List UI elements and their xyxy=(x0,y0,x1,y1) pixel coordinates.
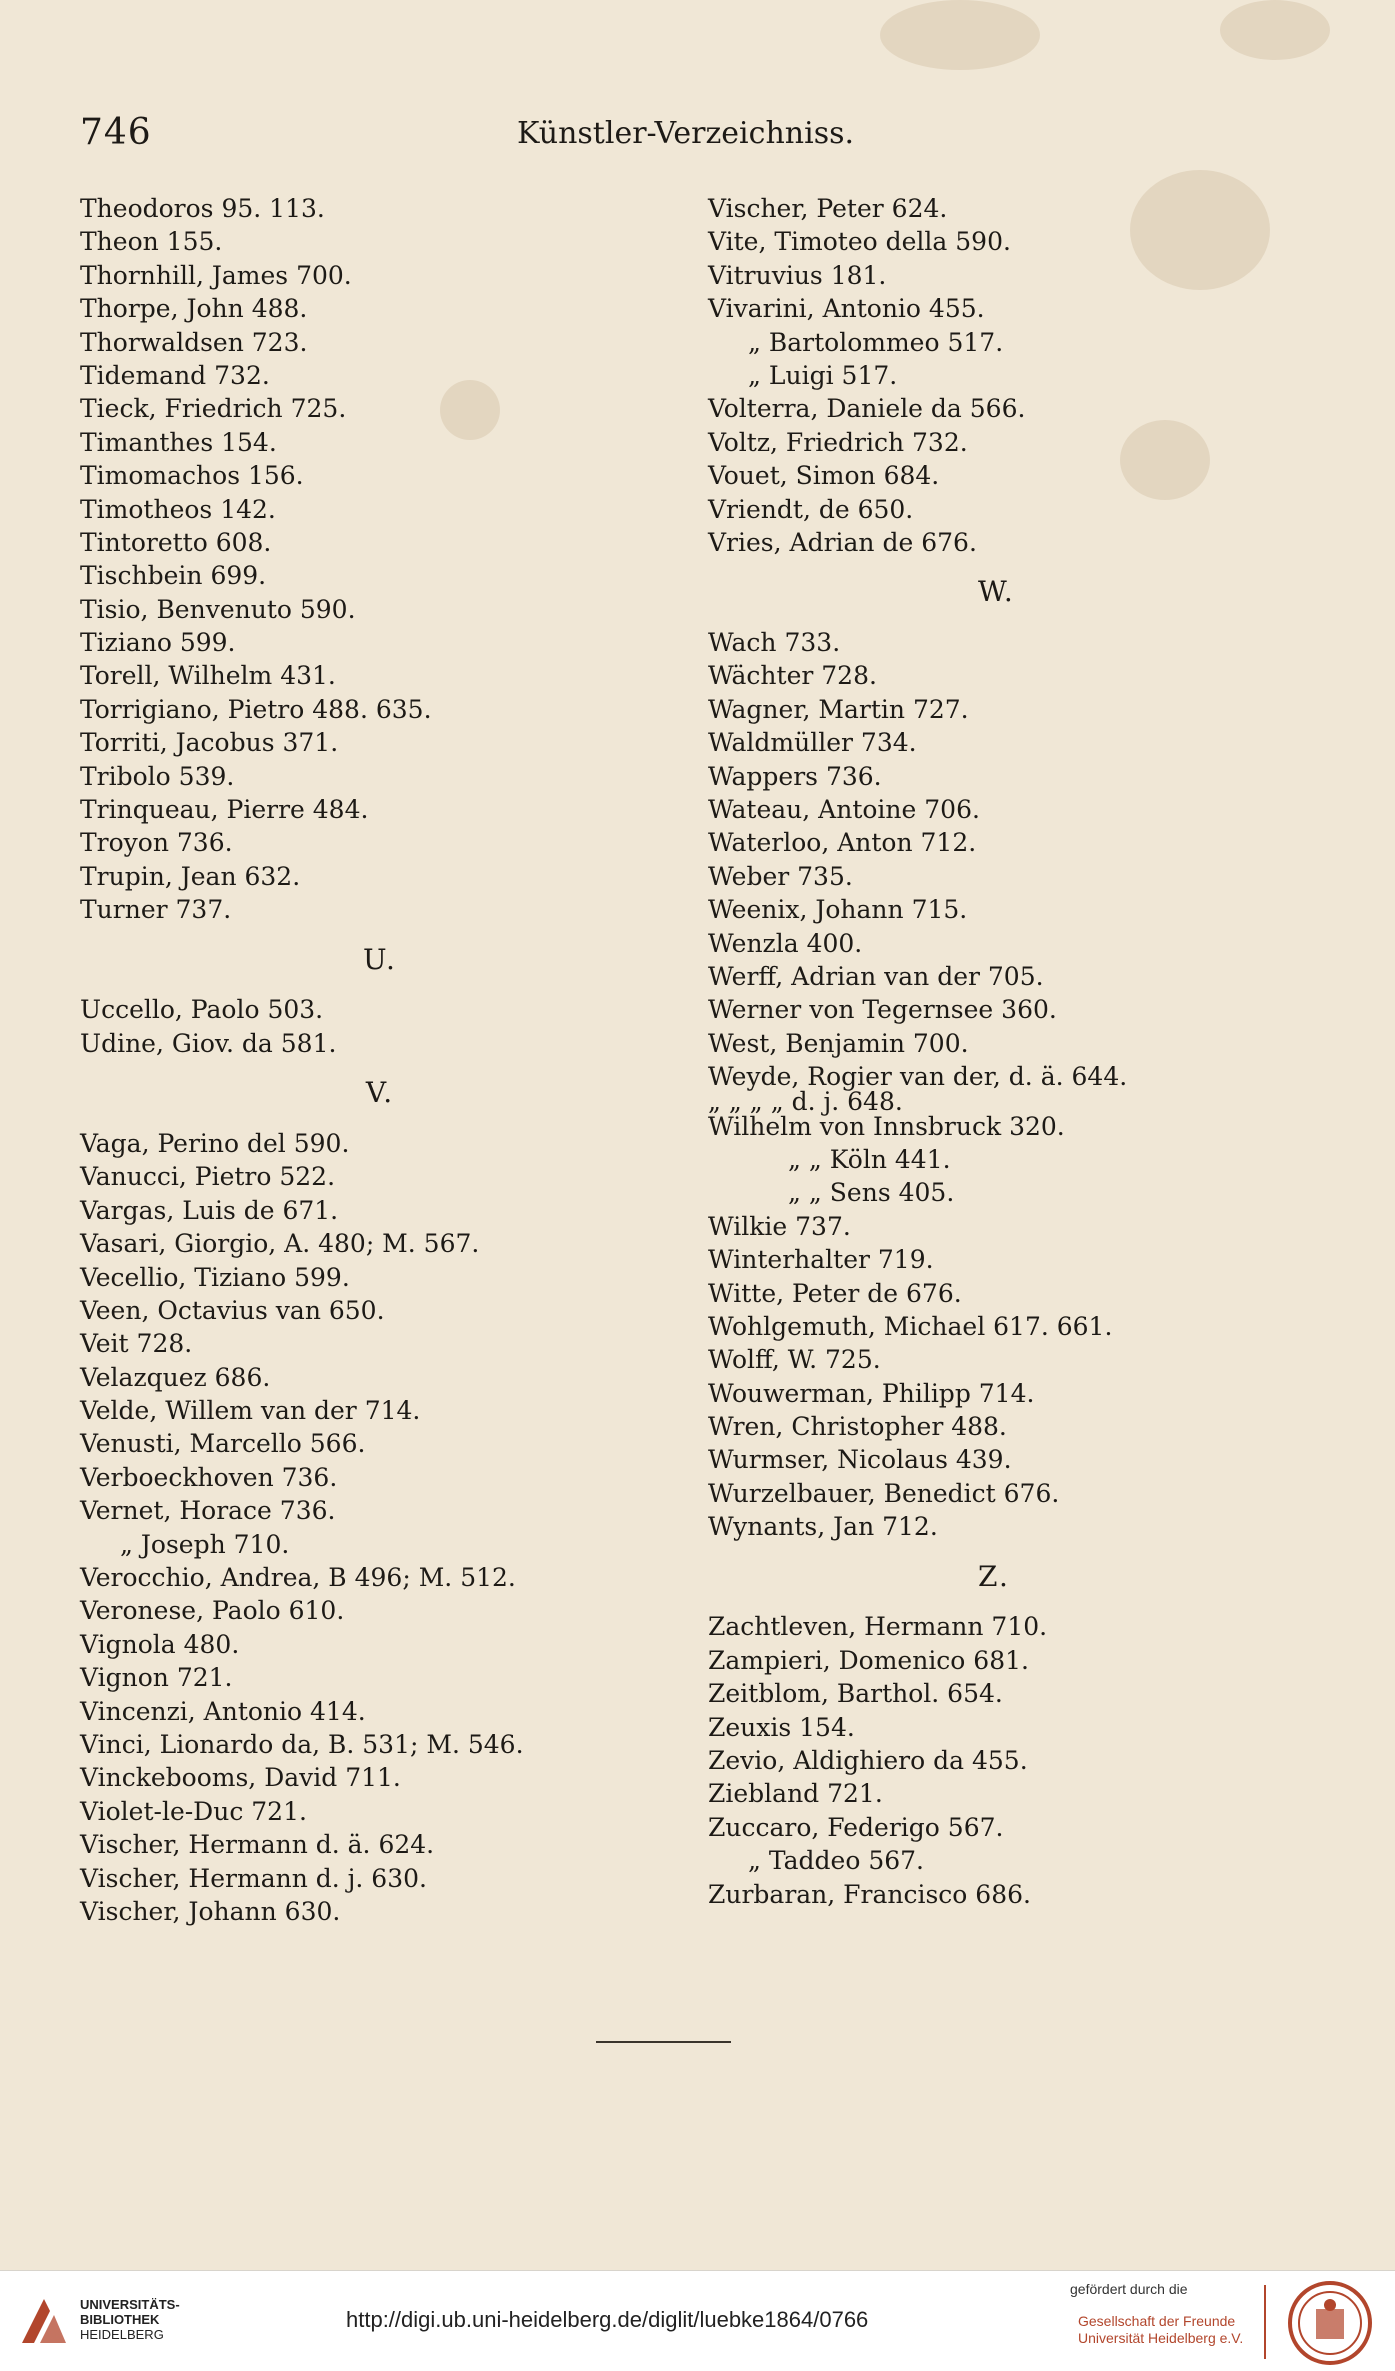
letter-heading: W. xyxy=(978,575,1015,609)
index-entry: Vignon 721. xyxy=(80,1663,233,1693)
page-number: 746 xyxy=(80,112,152,153)
index-entry: Tieck, Friedrich 725. xyxy=(80,394,347,424)
index-entry: Zurbaran, Francisco 686. xyxy=(708,1879,1031,1909)
index-entry: Weyde, Rogier van der, d. ä. 644. xyxy=(708,1062,1128,1092)
index-entry: Vanucci, Pietro 522. xyxy=(80,1162,336,1192)
footer-divider xyxy=(1264,2285,1266,2359)
index-column-left xyxy=(80,192,680,1928)
index-entry: Vasari, Giorgio, A. 480; M. 567. xyxy=(80,1229,480,1259)
index-entry: Veen, Octavius van 650. xyxy=(80,1295,385,1325)
index-entry: Vincenzi, Antonio 414. xyxy=(80,1696,366,1726)
index-entry: Turner 737. xyxy=(80,895,232,925)
index-entry: Vischer, Hermann d. j. 630. xyxy=(80,1863,427,1893)
index-entry: Wappers 736. xyxy=(708,761,882,791)
index-entry: Witte, Peter de 676. xyxy=(708,1278,962,1308)
index-entry: Veit 728. xyxy=(80,1329,193,1359)
index-entry: Vaga, Perino del 590. xyxy=(80,1128,350,1158)
index-entry: Wolff, W. 725. xyxy=(708,1345,881,1375)
index-entry: Uccello, Paolo 503. xyxy=(80,995,324,1025)
sponsor-label: gefördert durch die xyxy=(1070,2281,1188,2297)
paper-stain xyxy=(1220,0,1330,60)
index-entry: „ Bartolommeo 517. xyxy=(748,327,1004,357)
index-entry: Tisio, Benvenuto 590. xyxy=(80,594,356,624)
index-entry: Zeuxis 154. xyxy=(708,1712,855,1742)
index-entry: Theodoros 95. 113. xyxy=(80,194,325,223)
index-entry: Vischer, Peter 624. xyxy=(708,194,948,223)
index-entry: Timanthes 154. xyxy=(80,427,277,457)
index-entry: Waldmüller 734. xyxy=(708,728,917,758)
digitization-footer xyxy=(0,2270,1395,2371)
index-entry: Tischbein 699. xyxy=(80,561,267,591)
index-entry: Vriendt, de 650. xyxy=(708,494,914,524)
index-entry: Waterloo, Anton 712. xyxy=(708,828,977,858)
index-entry: Zampieri, Domenico 681. xyxy=(708,1645,1029,1675)
index-entry: Wurzelbauer, Benedict 676. xyxy=(708,1478,1060,1508)
index-entry: Trinqueau, Pierre 484. xyxy=(80,795,369,825)
index-entry: Weenix, Johann 715. xyxy=(708,895,968,925)
index-entry: „ Luigi 517. xyxy=(748,360,898,390)
index-entry: Vernet, Horace 736. xyxy=(80,1496,336,1526)
index-entry: Wilkie 737. xyxy=(708,1211,851,1241)
index-entry: Vecellio, Tiziano 599. xyxy=(80,1262,350,1292)
index-entry: Torell, Wilhelm 431. xyxy=(80,661,336,691)
index-entry: Voltz, Friedrich 732. xyxy=(708,427,968,457)
index-entry: Violet-le-Duc 721. xyxy=(80,1796,307,1826)
index-entry: „ Joseph 710. xyxy=(120,1529,290,1559)
index-entry: Theon 155. xyxy=(80,227,223,257)
index-entry: Werff, Adrian van der 705. xyxy=(708,962,1044,991)
index-entry: Ziebland 721. xyxy=(708,1779,883,1809)
index-entry: Vignola 480. xyxy=(80,1629,240,1659)
index-entry: Vries, Adrian de 676. xyxy=(708,527,977,557)
index-entry: Vivarini, Antonio 455. xyxy=(708,294,985,324)
index-entry: Vouet, Simon 684. xyxy=(708,461,940,491)
sponsor-name[interactable]: Gesellschaft der Freunde Universität Heidelberg e.V. xyxy=(1078,2313,1244,2346)
index-entry: Weber 735. xyxy=(708,861,853,891)
permalink-url[interactable]: http://digi.ub.uni-heidelberg.de/diglit/luebke1864/0766 xyxy=(346,2307,869,2332)
index-entry: Vinckebooms, David 711. xyxy=(80,1763,401,1793)
index-entry: Troyon 736. xyxy=(80,828,233,858)
index-entry: „ „ Köln 441. xyxy=(788,1144,951,1174)
letter-heading: V. xyxy=(365,1076,395,1110)
end-rule xyxy=(596,2041,731,2043)
index-entry: Tintoretto 608. xyxy=(80,527,272,557)
index-entry: Veronese, Paolo 610. xyxy=(80,1596,345,1626)
index-entry: Zevio, Aldighiero da 455. xyxy=(708,1746,1028,1775)
index-entry: Trupin, Jean 632. xyxy=(80,861,301,891)
index-entry: Zachtleven, Hermann 710. xyxy=(708,1612,1048,1642)
library-name: UNIVERSITÄTS- BIBLIOTHEK HEIDELBERG xyxy=(80,2297,180,2342)
running-title: Künstler-Verzeichniss. xyxy=(517,116,855,151)
page-header xyxy=(80,112,1315,162)
index-entry: Wächter 728. xyxy=(708,661,877,691)
index-entry: „ „ „ „ d. j. 648. xyxy=(708,1086,903,1116)
letter-heading: U. xyxy=(363,942,397,976)
index-entry: Wateau, Antoine 706. xyxy=(708,795,980,825)
index-entry: Wach 733. xyxy=(708,628,841,658)
index-entry: Wagner, Martin 727. xyxy=(708,694,969,724)
index-entry: Torriti, Jacobus 371. xyxy=(80,728,339,758)
index-entry: Winterhalter 719. xyxy=(708,1245,934,1275)
index-entry: Timotheos 142. xyxy=(80,494,276,524)
index-entry: Thorpe, John 488. xyxy=(80,294,308,324)
index-entry: West, Benjamin 700. xyxy=(708,1028,969,1058)
index-entry: „ Taddeo 567. xyxy=(748,1846,925,1876)
index-entry: Vitruvius 181. xyxy=(708,260,887,290)
index-column-right xyxy=(708,192,1308,1911)
index-entry: Vinci, Lionardo da, B. 531; M. 546. xyxy=(80,1730,524,1759)
index-entry: Wynants, Jan 712. xyxy=(708,1512,938,1542)
index-entry: Thorwaldsen 723. xyxy=(80,327,308,357)
index-entry: Wohlgemuth, Michael 617. 661. xyxy=(708,1311,1113,1341)
index-entry: Volterra, Daniele da 566. xyxy=(708,394,1026,424)
index-entry: Udine, Giov. da 581. xyxy=(80,1028,337,1058)
university-library-logo-icon xyxy=(14,2291,74,2351)
index-entry: Werner von Tegernsee 360. xyxy=(708,995,1057,1025)
index-entry: Tribolo 539. xyxy=(80,761,235,791)
index-entry: Tiziano 599. xyxy=(80,628,236,658)
index-entry: Wren, Christopher 488. xyxy=(708,1412,1007,1442)
index-entry: „ „ Sens 405. xyxy=(788,1178,955,1208)
index-entry: Zuccaro, Federigo 567. xyxy=(708,1812,1004,1842)
index-entry: Zeitblom, Barthol. 654. xyxy=(708,1679,1003,1709)
paper-stain xyxy=(880,0,1040,70)
index-entry: Venusti, Marcello 566. xyxy=(80,1429,366,1459)
index-entry: Wilhelm von Innsbruck 320. xyxy=(708,1111,1065,1141)
index-entry: Vischer, Johann 630. xyxy=(80,1896,341,1926)
index-entry: Timomachos 156. xyxy=(80,461,304,491)
index-entry: Wouwerman, Philipp 714. xyxy=(708,1378,1035,1408)
index-entry: Verocchio, Andrea, B 496; M. 512. xyxy=(80,1563,516,1593)
index-entry: Velde, Willem van der 714. xyxy=(80,1396,421,1426)
index-entry: Vischer, Hermann d. ä. 624. xyxy=(80,1830,435,1860)
index-entry: Tidemand 732. xyxy=(80,360,270,390)
index-entry: Wurmser, Nicolaus 439. xyxy=(708,1445,1012,1475)
index-entry: Verboeckhoven 736. xyxy=(80,1462,338,1492)
university-seal-icon xyxy=(1286,2279,1374,2367)
index-entry: Thornhill, James 700. xyxy=(80,260,352,290)
index-entry: Wenzla 400. xyxy=(708,928,863,958)
index-entry: Velazquez 686. xyxy=(80,1362,271,1392)
index-entry: Vargas, Luis de 671. xyxy=(80,1195,339,1225)
letter-heading: Z. xyxy=(978,1559,1010,1593)
index-entry: Torrigiano, Pietro 488. 635. xyxy=(80,694,432,724)
index-entry: Vite, Timoteo della 590. xyxy=(708,227,1011,257)
